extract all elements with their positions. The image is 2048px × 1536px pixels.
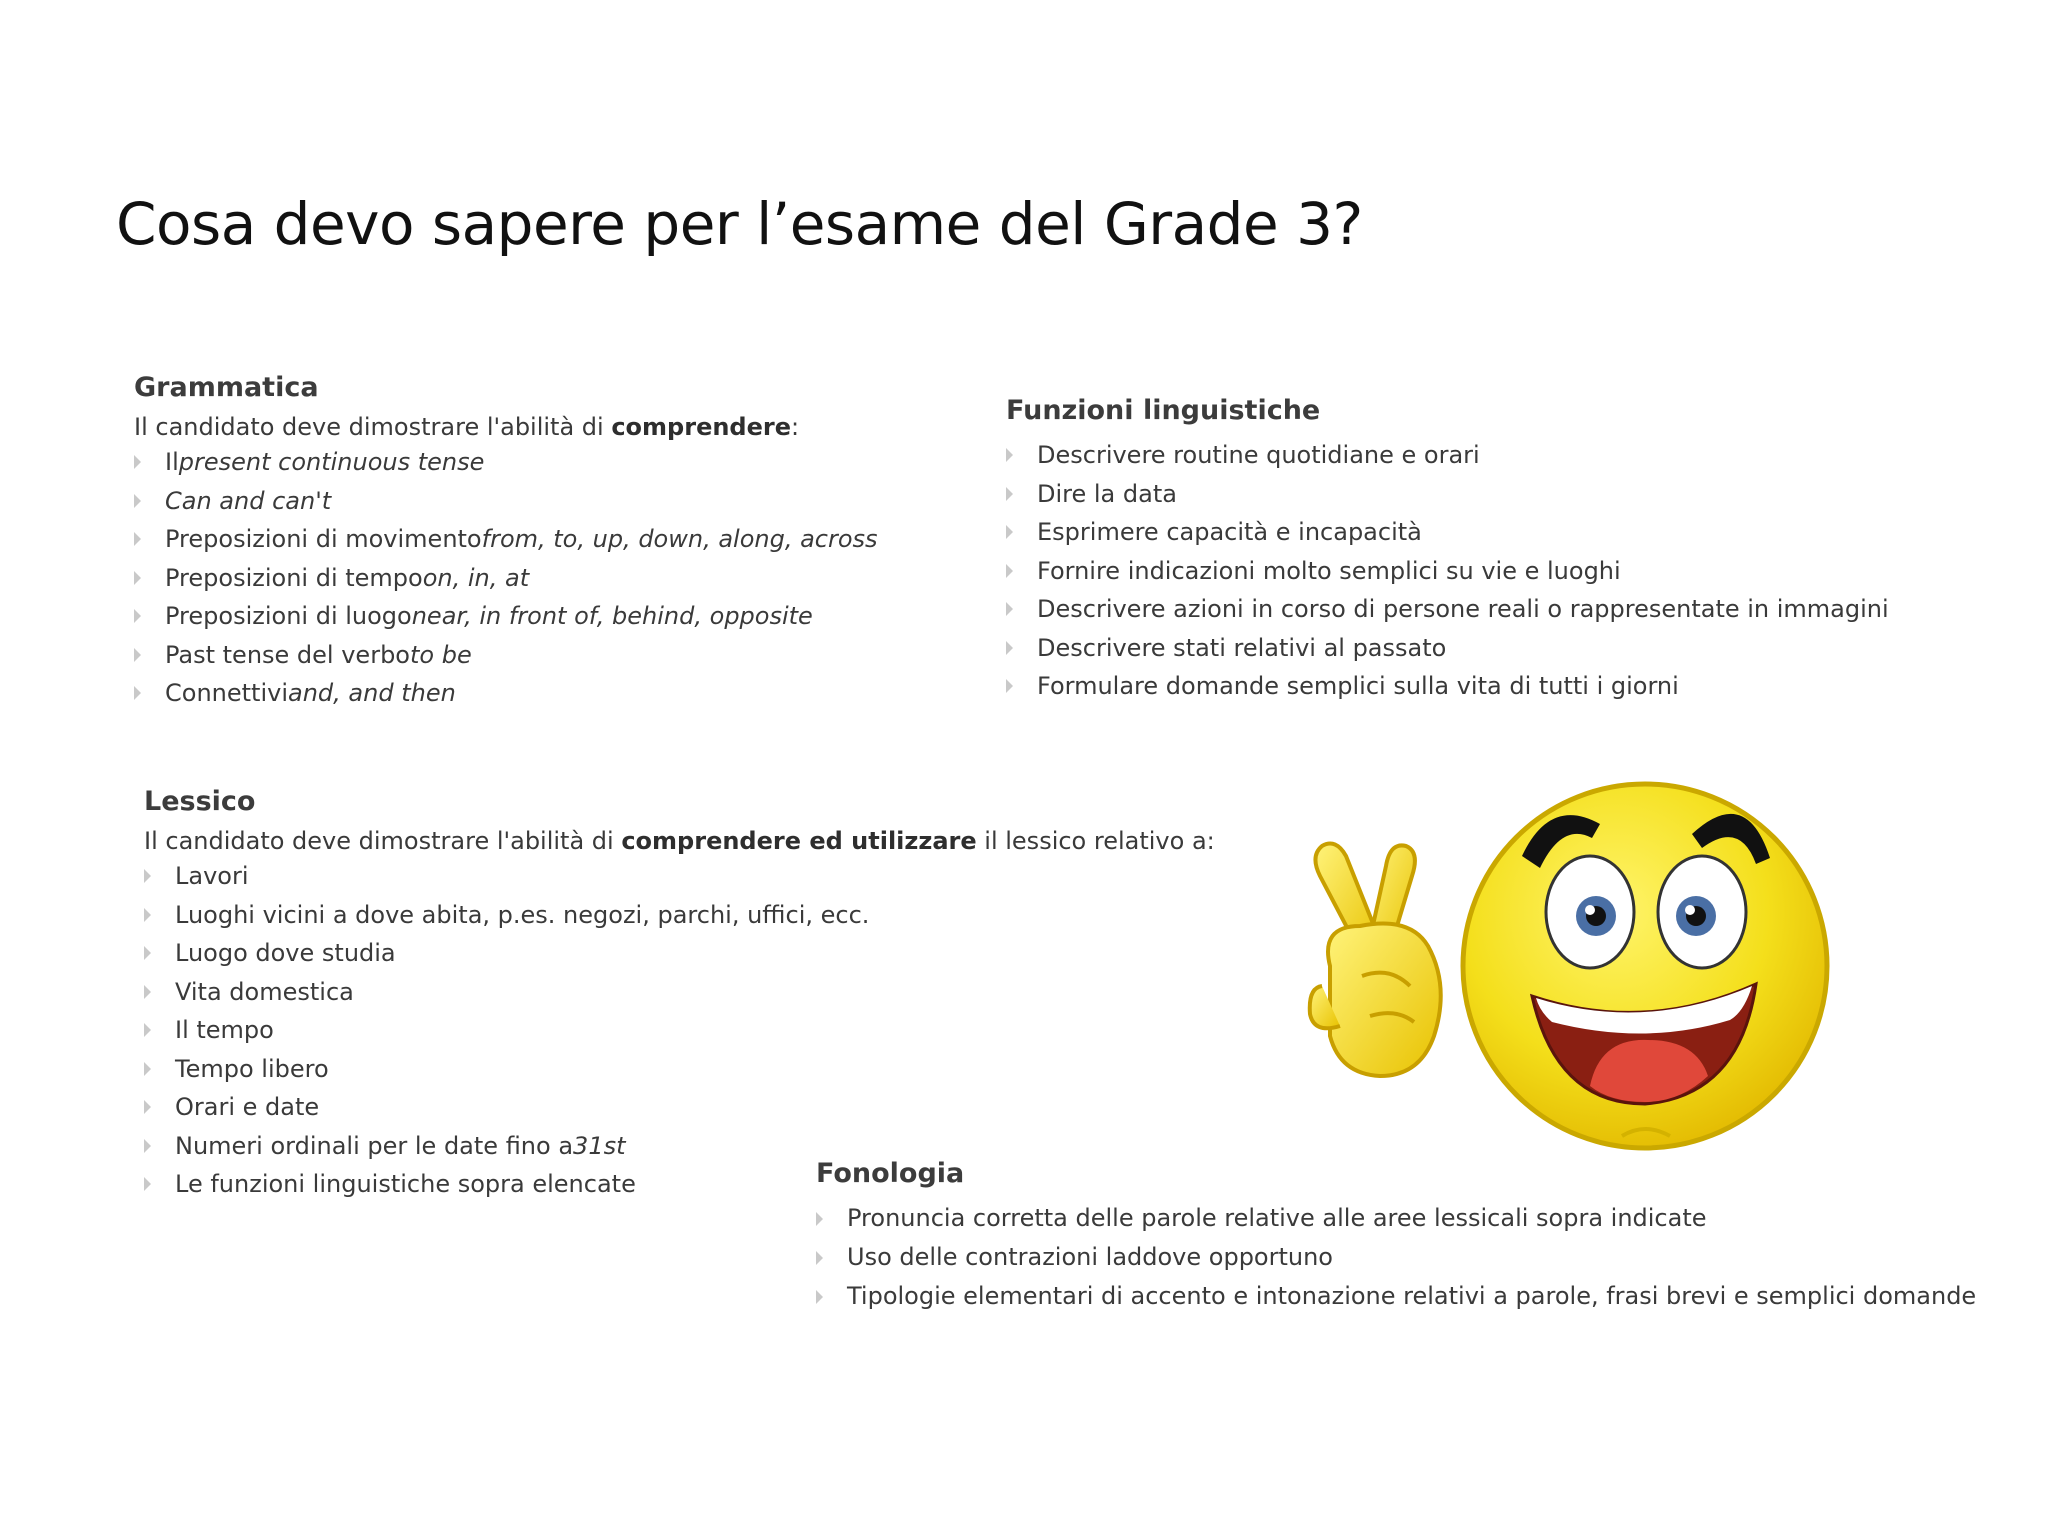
list-item xyxy=(144,896,1215,935)
item-text: Preposizioni di movimento xyxy=(165,525,482,553)
list-item xyxy=(1006,629,1889,668)
intro-text-end: il lessico relativo a: xyxy=(976,827,1215,855)
list-item xyxy=(1006,667,1889,706)
item-text: Formulare domande semplici sulla vita di tutti i giorni xyxy=(1037,672,1679,700)
list-item xyxy=(134,520,878,559)
item-text: Preposizioni di luogo xyxy=(165,602,412,630)
section-heading: Funzioni linguistiche xyxy=(1006,395,1321,426)
list-item xyxy=(1006,475,1889,514)
bullet-icon xyxy=(144,1062,151,1076)
list-item xyxy=(144,973,1215,1012)
list-item xyxy=(144,1011,1215,1050)
item-text: Past tense del verbo xyxy=(165,640,410,669)
item-text: Luogo dove studia xyxy=(175,939,396,967)
bullet-icon xyxy=(1006,564,1013,578)
bullet-icon xyxy=(134,609,141,623)
bullet-icon xyxy=(144,1023,151,1037)
list-item xyxy=(816,1238,1976,1277)
section-fonologia xyxy=(816,1158,1976,1316)
item-text: Tipologie elementari di accento e intonazione relativi a parole, frasi brevi e semplici domande xyxy=(847,1282,1977,1310)
slide-title: Cosa devo sapere per l’esame del Grade 3? xyxy=(116,190,1363,258)
item-text: Descrivere routine quotidiane e orari xyxy=(1037,441,1480,469)
section-funzioni-linguistiche xyxy=(1006,395,1889,706)
smiley-face-icon xyxy=(1463,784,1827,1148)
item-italic-text: present continuous tense xyxy=(178,448,485,476)
item-text: Connettivi xyxy=(165,679,288,707)
intro-text: Il candidato deve dimostrare l'abilità di xyxy=(134,413,612,441)
bullet-icon xyxy=(134,494,141,508)
list-item xyxy=(134,559,878,598)
intro-bold-text: comprendere ed utilizzare xyxy=(621,827,977,855)
item-text: Luoghi vicini a dove abita, p.es. negozi, parchi, uffici, ecc. xyxy=(175,900,870,929)
bullet-icon xyxy=(134,455,141,469)
item-italic-text: near, in front of, behind, opposite xyxy=(411,602,813,630)
item-text: Esprimere capacità e incapacità xyxy=(1037,518,1422,546)
fonologia-list xyxy=(816,1199,1976,1316)
list-item xyxy=(1006,513,1889,552)
item-text: Preposizioni di tempo xyxy=(165,563,423,592)
item-text: Il tempo xyxy=(175,1016,274,1044)
grammatica-list xyxy=(134,443,878,713)
section-intro xyxy=(144,827,1215,855)
bullet-icon xyxy=(816,1212,823,1226)
bullet-icon xyxy=(144,908,151,922)
item-italic-text: from, to, up, down, along, across xyxy=(481,525,878,553)
bullet-icon xyxy=(144,1100,151,1114)
item-italic-text: Can and can't xyxy=(165,486,332,515)
item-text: Uso delle contrazioni laddove opportuno xyxy=(847,1243,1333,1271)
item-text: Descrivere stati relativi al passato xyxy=(1037,633,1447,662)
item-italic-text: and, and then xyxy=(288,679,456,707)
bullet-icon xyxy=(134,648,141,662)
list-item xyxy=(134,636,878,675)
item-text: Descrivere azioni in corso di persone reali o rappresentate in immagini xyxy=(1037,595,1889,623)
list-item xyxy=(134,443,878,482)
list-item xyxy=(134,674,878,713)
list-item xyxy=(134,482,878,521)
item-text: Fornire indicazioni molto semplici su vie e luoghi xyxy=(1037,556,1621,585)
item-text: Numeri ordinali per le date fino a xyxy=(175,1131,574,1160)
bullet-icon xyxy=(134,532,141,546)
section-heading: Fonologia xyxy=(816,1158,965,1189)
item-italic-text: on, in, at xyxy=(422,563,530,592)
item-text: Lavori xyxy=(175,862,249,890)
item-text: Dire la data xyxy=(1037,479,1177,508)
item-text: Il xyxy=(165,448,179,476)
bullet-icon xyxy=(134,686,141,700)
list-item xyxy=(1006,552,1889,591)
list-item xyxy=(144,934,1215,973)
list-item xyxy=(144,1050,1215,1089)
bullet-icon xyxy=(1006,448,1013,462)
section-intro xyxy=(134,413,878,441)
section-lessico xyxy=(144,786,1215,1204)
item-italic-text: to be xyxy=(409,640,472,669)
bullet-icon xyxy=(1006,487,1013,501)
intro-bold-text: comprendere xyxy=(611,413,791,441)
lessico-list xyxy=(144,857,1215,1204)
list-item xyxy=(816,1277,1976,1316)
item-text: Pronuncia corretta delle parole relative alle aree lessicali sopra indicate xyxy=(847,1204,1707,1232)
bullet-icon xyxy=(1006,641,1013,655)
bullet-icon xyxy=(1006,602,1013,616)
section-heading: Grammatica xyxy=(134,372,319,403)
section-heading: Lessico xyxy=(144,786,256,817)
item-italic-text: 31st xyxy=(573,1131,626,1160)
bullet-icon xyxy=(134,571,141,585)
bullet-icon xyxy=(144,1139,151,1153)
peace-hand-icon xyxy=(1310,844,1441,1076)
bullet-icon xyxy=(816,1251,823,1265)
list-item xyxy=(816,1199,1976,1238)
item-text: Vita domestica xyxy=(175,977,354,1006)
list-item xyxy=(1006,590,1889,629)
list-item xyxy=(134,597,878,636)
bullet-icon xyxy=(1006,525,1013,539)
bullet-icon xyxy=(1006,679,1013,693)
bullet-icon xyxy=(144,946,151,960)
smiley-peace-sign-icon xyxy=(1300,776,1840,1156)
bullet-icon xyxy=(816,1290,823,1304)
list-item xyxy=(144,857,1215,896)
list-item xyxy=(1006,436,1889,475)
item-text: Orari e date xyxy=(175,1093,320,1121)
list-item xyxy=(144,1088,1215,1127)
bullet-icon xyxy=(144,869,151,883)
intro-text-end: : xyxy=(791,413,800,441)
bullet-icon xyxy=(144,1177,151,1191)
item-text: Tempo libero xyxy=(175,1054,329,1083)
intro-text: Il candidato deve dimostrare l'abilità di xyxy=(144,827,622,855)
item-text: Le funzioni linguistiche sopra elencate xyxy=(175,1170,636,1198)
bullet-icon xyxy=(144,985,151,999)
section-grammatica xyxy=(134,372,878,713)
funzioni-list xyxy=(1006,436,1889,706)
